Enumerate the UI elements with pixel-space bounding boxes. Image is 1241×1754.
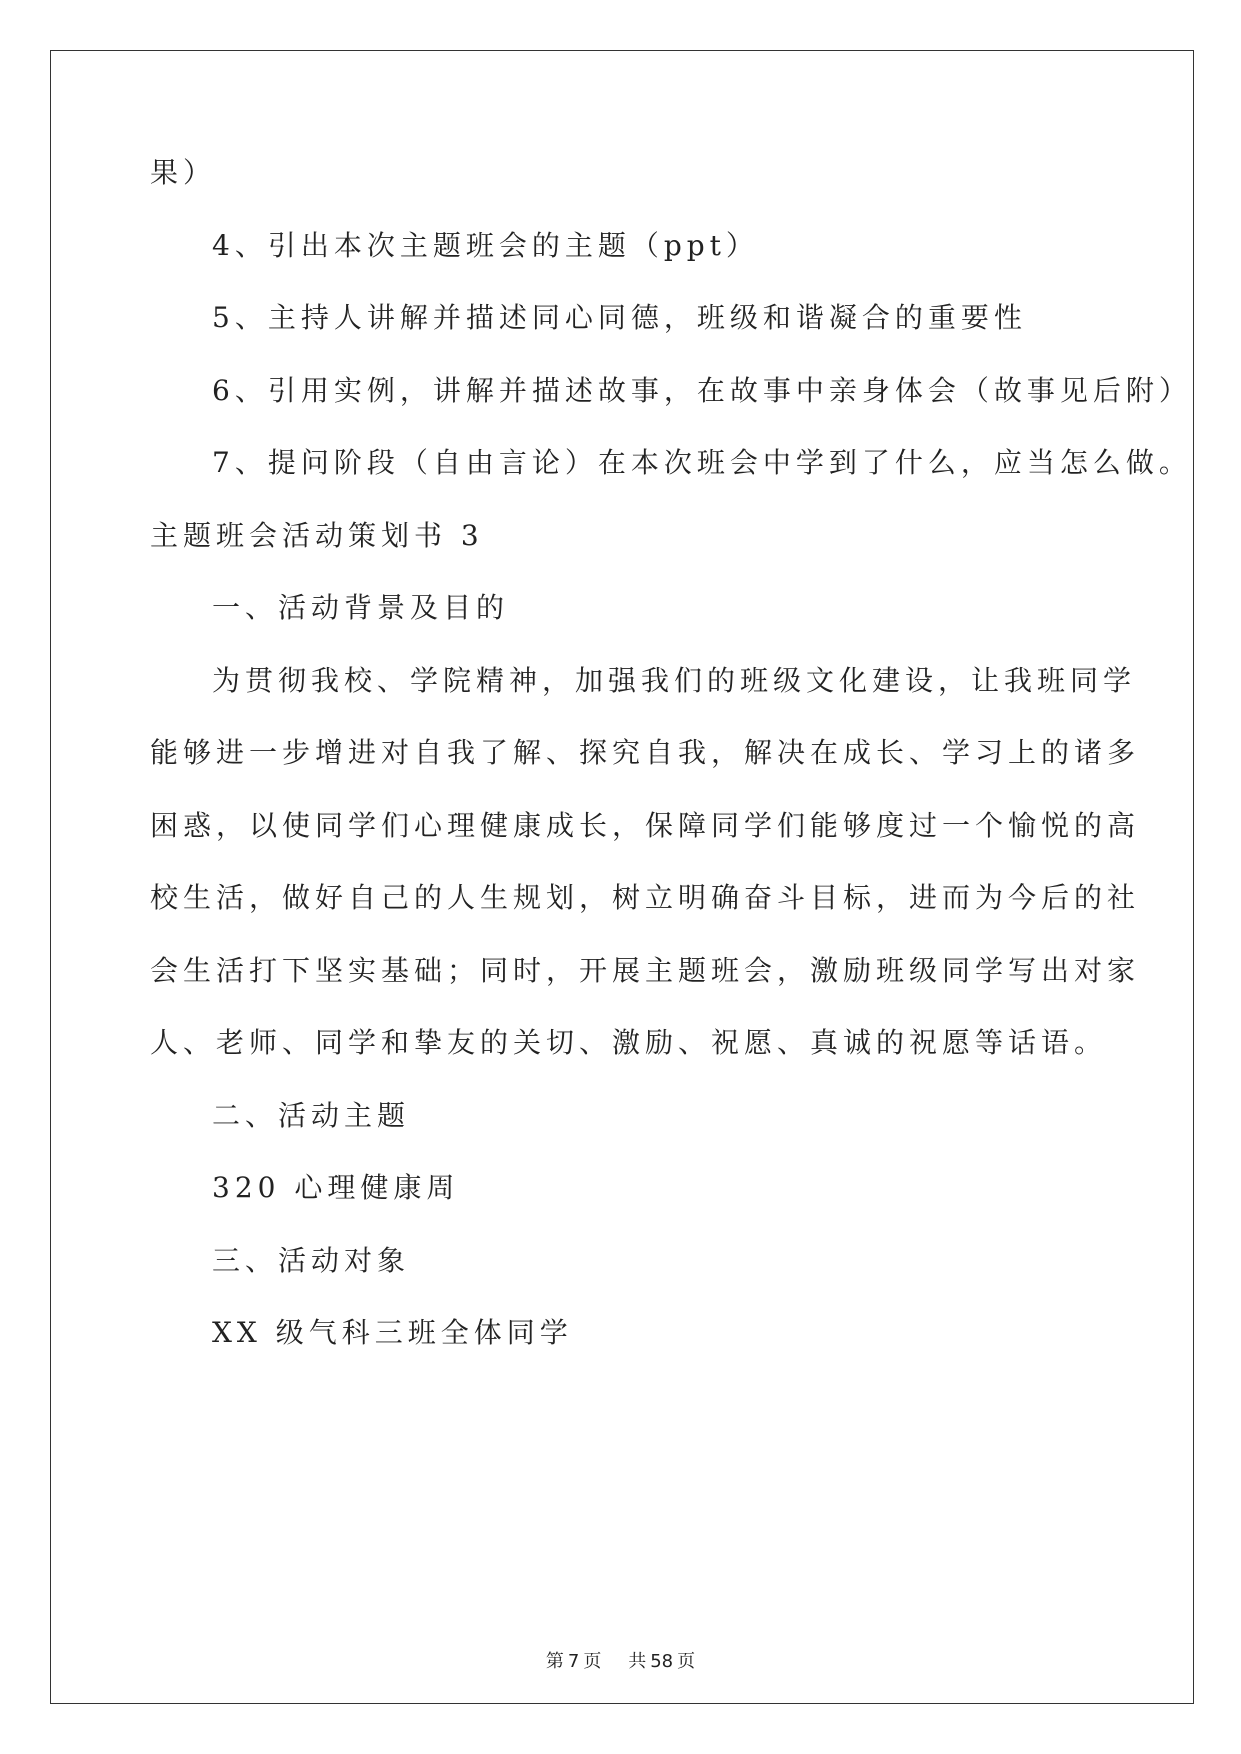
paragraph-line-2: 能够进一步增进对自我了解、探究自我，解决在成长、学习上的诸多 xyxy=(150,736,1141,769)
audience-value: XX 级气科三班全体同学 xyxy=(212,1316,573,1349)
page-total-suffix: 页 xyxy=(677,1651,696,1672)
paragraph-line-1: 为贯彻我校、学院精神，加强我们的班级文化建设，让我班同学 xyxy=(212,664,1137,697)
subheading-theme: 二、活动主题 xyxy=(212,1099,411,1132)
text-line-2: 4、引出本次主题班会的主题（ppt） xyxy=(212,229,759,262)
page-number-prefix: 第 xyxy=(545,1651,564,1672)
text-line-3: 5、主持人讲解并描述同心同德，班级和谐凝合的重要性 xyxy=(212,301,1027,334)
page-number-current: 7 xyxy=(567,1651,580,1672)
text-line-5: 7、提问阶段（自由言论）在本次班会中学到了什么，应当怎么做。 xyxy=(212,446,1192,479)
subheading-background: 一、活动背景及目的 xyxy=(212,591,510,624)
paragraph-line-4: 校生活，做好自己的人生规划，树立明确奋斗目标，进而为今后的社 xyxy=(150,881,1141,914)
page-footer xyxy=(0,1650,1241,1674)
page-total: 58 xyxy=(650,1651,674,1672)
text-line-4: 6、引用实例，讲解并描述故事，在故事中亲身体会（故事见后附） xyxy=(212,374,1192,407)
page-total-prefix: 共 xyxy=(628,1651,647,1672)
subheading-audience: 三、活动对象 xyxy=(212,1244,411,1277)
text-line-1: 果） xyxy=(150,156,217,189)
paragraph-line-3: 困惑，以使同学们心理健康成长，保障同学们能够度过一个愉悦的高 xyxy=(150,809,1141,842)
paragraph-line-6: 人、老师、同学和挚友的关切、激励、祝愿、真诚的祝愿等话语。 xyxy=(150,1026,1108,1059)
page-number-suffix: 页 xyxy=(583,1651,602,1672)
section-heading: 主题班会活动策划书 3 xyxy=(150,519,484,552)
theme-value: 320 心理健康周 xyxy=(212,1171,460,1204)
paragraph-line-5: 会生活打下坚实基础；同时，开展主题班会，激励班级同学写出对家 xyxy=(150,954,1141,987)
